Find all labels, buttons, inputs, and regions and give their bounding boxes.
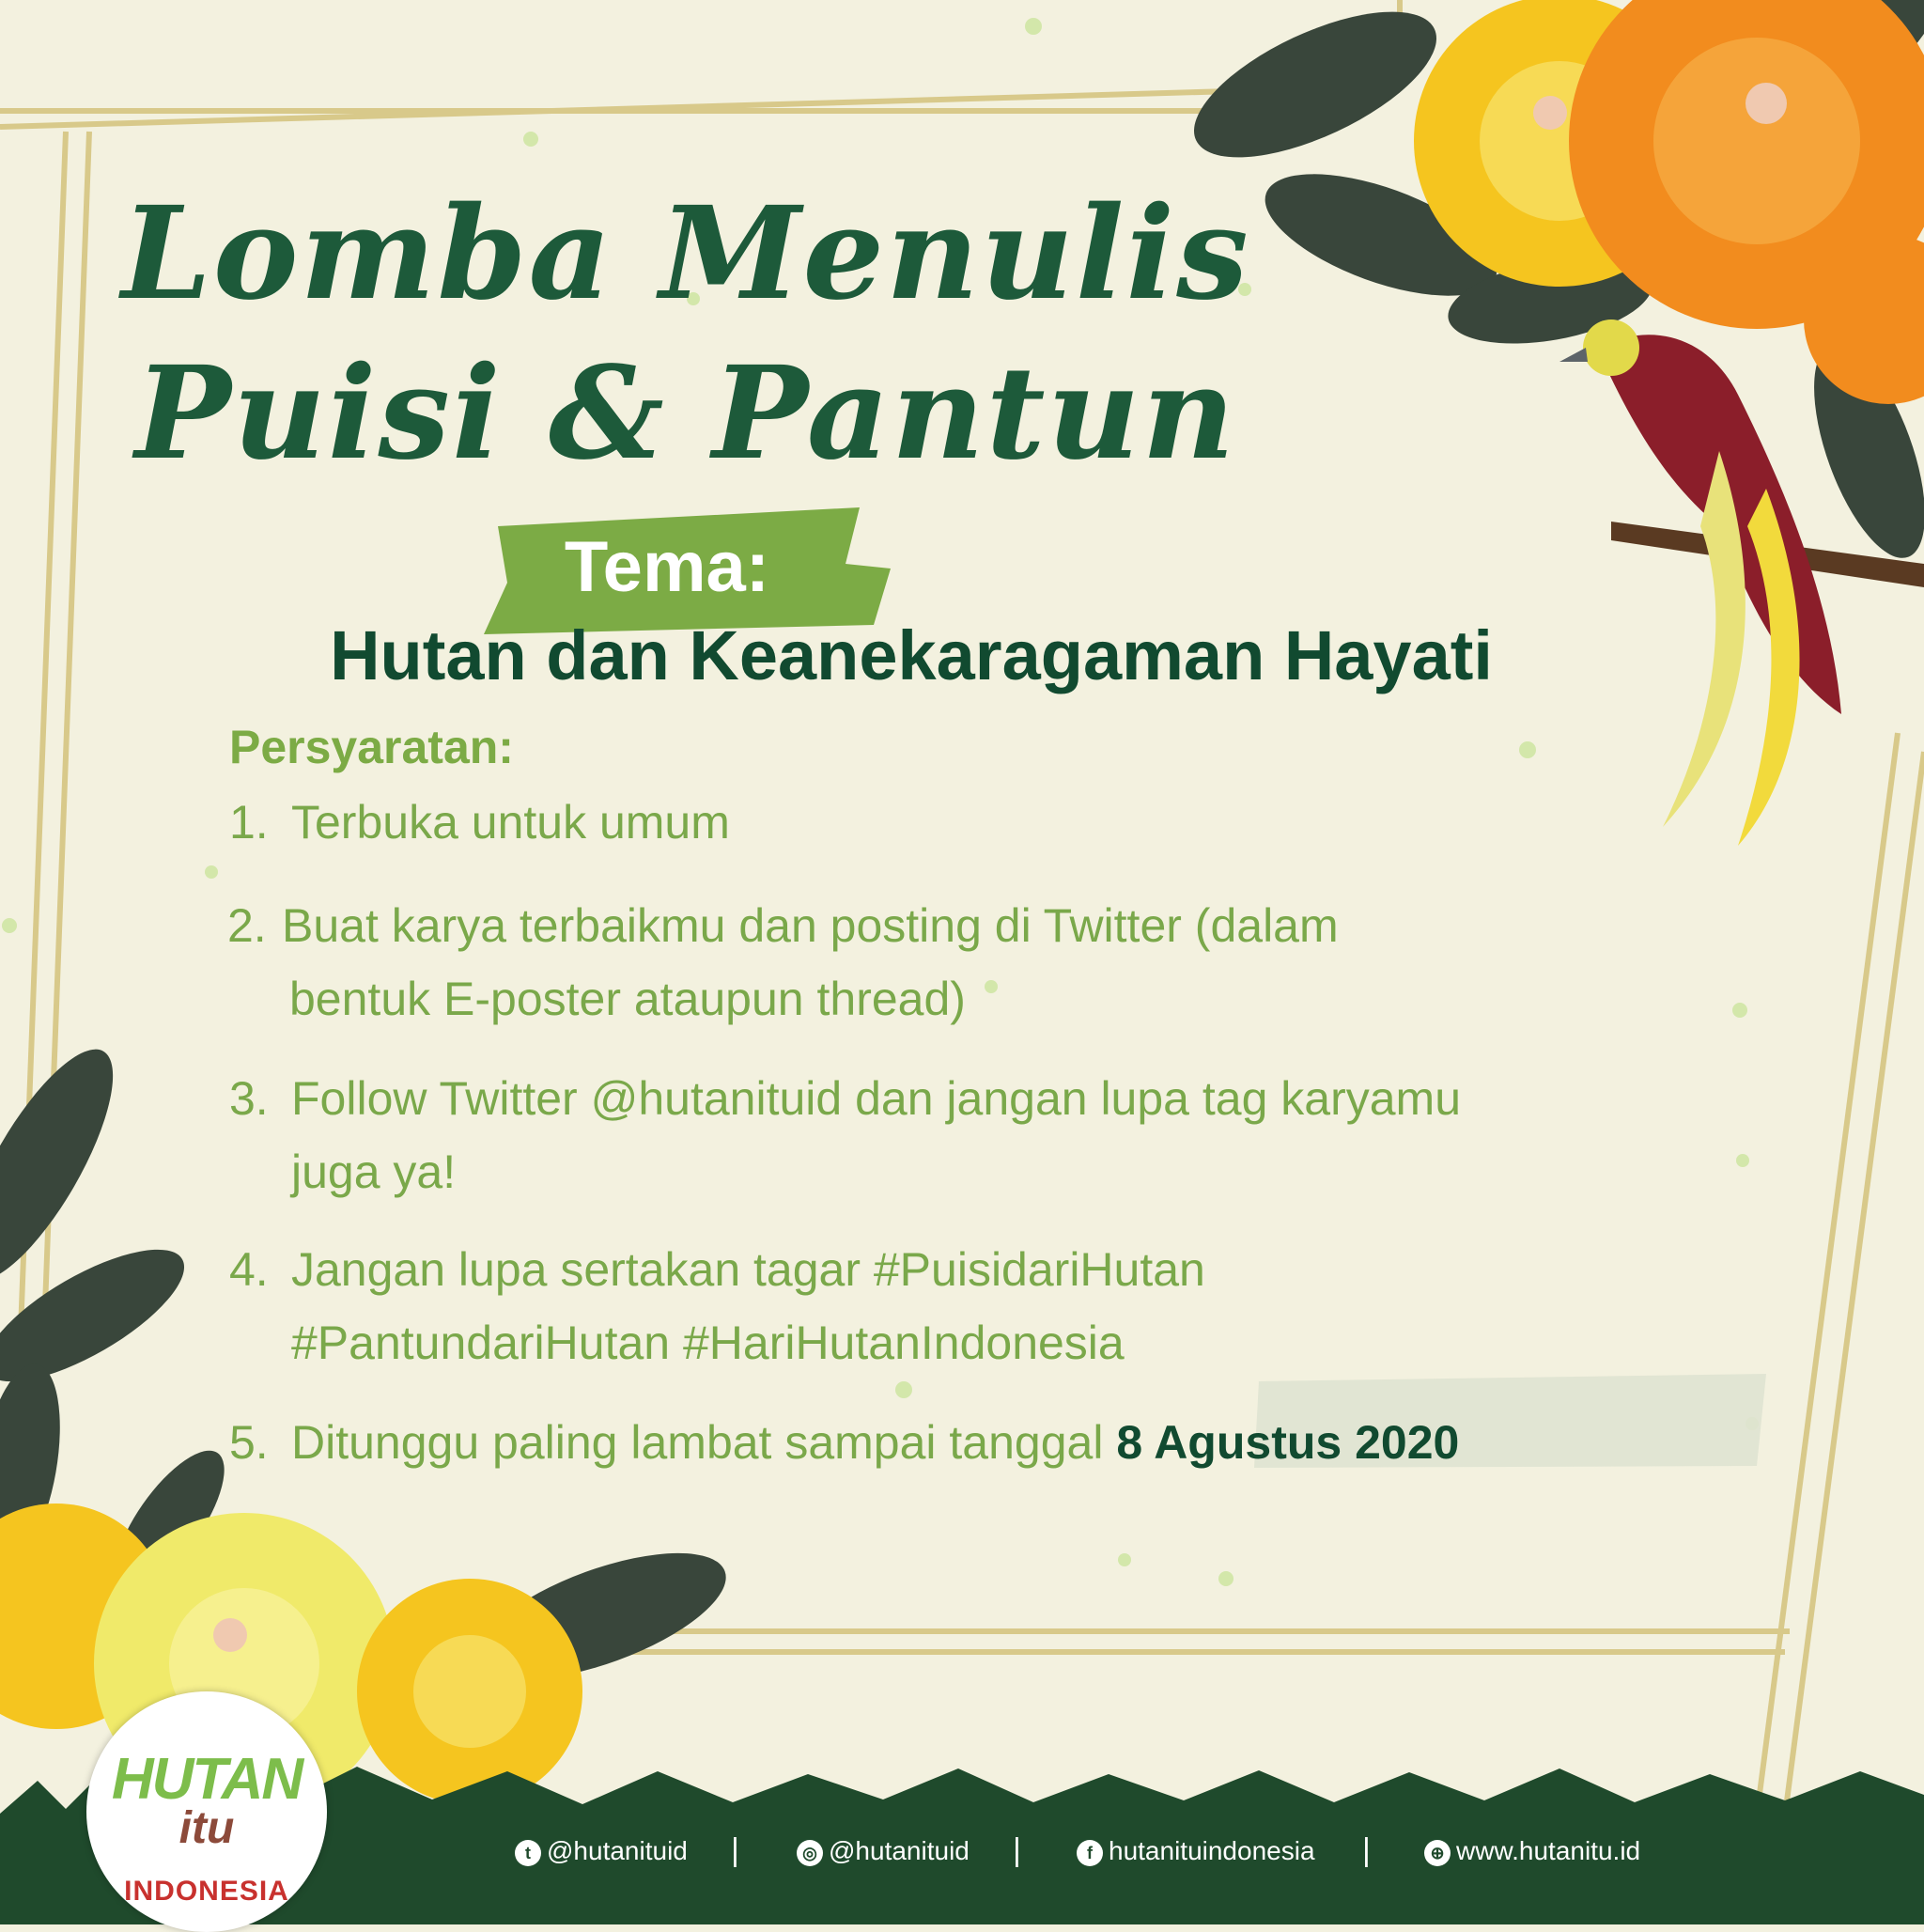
requirement-item-1 xyxy=(229,786,730,859)
website-url: www.hutanitu.id xyxy=(1456,1836,1641,1865)
theme-text: Hutan dan Keanekaragaman Hayati xyxy=(330,616,1493,694)
requirement-item-2 xyxy=(227,889,1339,1036)
requirement-number: 3. xyxy=(229,1072,269,1125)
requirement-text: Jangan lupa sertakan tagar #PuisidariHutan xyxy=(291,1243,1205,1296)
requirement-text-continued: #PantundariHutan #HariHutanIndonesia xyxy=(291,1317,1125,1369)
requirement-text-continued: juga ya! xyxy=(291,1145,457,1198)
requirement-item-5 xyxy=(229,1406,1459,1479)
facebook-handle: hutanituindonesia xyxy=(1109,1836,1315,1865)
requirement-item-3 xyxy=(229,1062,1461,1208)
social-instagram[interactable] xyxy=(797,1836,970,1866)
footer-separator: | xyxy=(1362,1832,1371,1868)
footer-separator: | xyxy=(731,1832,739,1868)
requirement-number: 2. xyxy=(227,899,267,952)
logo-word-itu: itu xyxy=(178,1803,235,1853)
social-website[interactable] xyxy=(1424,1836,1640,1866)
requirement-text: Buat karya terbaikmu dan posting di Twitter (dalam xyxy=(282,899,1339,952)
theme-label: Tema: xyxy=(564,527,770,607)
requirement-number: 4. xyxy=(229,1243,269,1296)
social-twitter[interactable] xyxy=(515,1836,688,1866)
deadline-date: 8 Agustus 2020 xyxy=(1116,1416,1460,1469)
instagram-icon: ◎ xyxy=(797,1840,823,1866)
requirement-text: Terbuka untuk umum xyxy=(291,796,730,849)
footer-separator: | xyxy=(1013,1832,1021,1868)
hutan-itu-indonesia-logo xyxy=(86,1691,327,1932)
requirement-number: 1. xyxy=(229,796,269,849)
facebook-icon: f xyxy=(1077,1840,1103,1866)
requirements-heading: Persyaratan: xyxy=(229,721,514,773)
requirement-text-continued: bentuk E-poster ataupun thread) xyxy=(289,973,966,1025)
logo-word-hutan: HUTAN xyxy=(111,1747,303,1812)
requirement-text: Follow Twitter @hutanituid dan jangan lupa tag karyamu xyxy=(291,1072,1461,1125)
logo-word-indonesia: INDONESIA xyxy=(124,1876,289,1907)
instagram-handle: @hutanituid xyxy=(829,1836,970,1865)
title-line-2: Puisi & Pantun xyxy=(134,338,1237,489)
requirement-item-4 xyxy=(229,1233,1205,1379)
twitter-icon: t xyxy=(515,1840,541,1866)
twitter-handle: @hutanituid xyxy=(547,1836,688,1865)
globe-icon: ⊕ xyxy=(1424,1840,1451,1866)
title-line-1: Lomba Menulis xyxy=(121,179,1250,329)
requirement-number: 5. xyxy=(229,1416,269,1469)
social-facebook[interactable] xyxy=(1077,1836,1315,1866)
requirement-text: Ditunggu paling lambat sampai tanggal xyxy=(291,1416,1104,1469)
